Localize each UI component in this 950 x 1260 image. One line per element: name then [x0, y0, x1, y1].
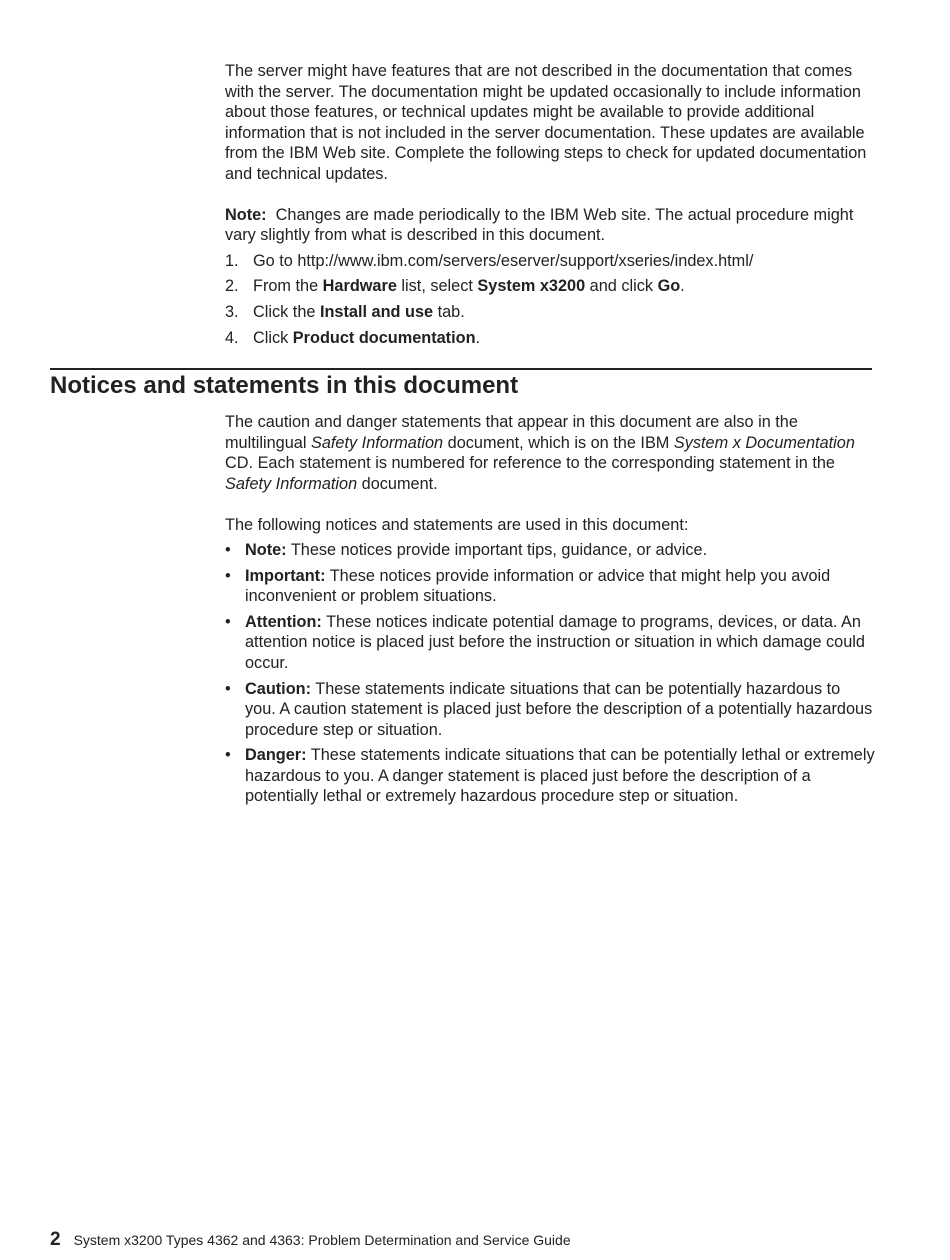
bullet-text: These statements indicate situations that can be potentially hazardous to you. A caution statement is placed just before the description of a potentially hazardous procedure step or situation. [245, 679, 873, 739]
bullet-label: Note: [245, 541, 287, 559]
step-text: tab. [433, 302, 465, 321]
page-number: 2 [50, 1229, 61, 1250]
bullet-icon: • [225, 612, 231, 631]
bullet-text: These statements indicate situations that can be potentially lethal or extremely hazardous to you. A danger statement is placed just before the description of a potentially lethal or extremely hazardous procedure step or situation. [245, 746, 875, 806]
list-item [225, 566, 875, 607]
list-item [225, 745, 875, 807]
step-number: 4. [225, 328, 239, 347]
list-item [225, 679, 875, 741]
note-label: Note: [225, 205, 267, 224]
paragraph-text: document, which is on the IBM [443, 433, 674, 452]
safety-paragraph [225, 412, 875, 494]
bullet-label: Danger: [245, 746, 307, 765]
step-bold: Hardware [322, 277, 397, 296]
step-text: and click [585, 277, 658, 296]
step-number: 2. [225, 277, 239, 296]
paragraph-text: document. [357, 474, 438, 493]
step-bold: Product documentation [292, 328, 476, 347]
page-footer [50, 1229, 571, 1251]
step-bold: Go [657, 277, 681, 296]
bullet-text: These notices provide information or advice that might help you avoid inconvenient or problem situations. [245, 566, 831, 606]
step-text: . [475, 328, 481, 347]
bullet-icon: • [225, 679, 231, 698]
section-heading: Notices and statements in this document [50, 372, 519, 399]
step-item [225, 302, 875, 323]
bullet-label: Caution: [245, 679, 312, 698]
step-item [225, 276, 875, 297]
step-text: Click [253, 328, 293, 347]
paragraph-text: The caution and danger statements that appear in this document are also in the multilingual [225, 413, 798, 452]
step-text: From the [253, 277, 323, 296]
step-text: . [680, 277, 685, 296]
bullet-icon: • [225, 566, 231, 585]
step-item [225, 328, 875, 349]
bullet-text: These notices indicate potential damage to programs, devices, or data. An attention notice is placed just before the instruction or situation in which damage could occur. [245, 612, 865, 672]
step-bold: Install and use [319, 302, 434, 321]
note-text: Changes are made periodically to the IBM Web site. The actual procedure might vary slightly from what is described in this document. [225, 205, 854, 244]
note-paragraph [225, 205, 875, 246]
list-item [225, 540, 875, 561]
list-item [225, 612, 875, 674]
paragraph-italic: Safety Information [310, 433, 444, 452]
step-number: 3. [225, 302, 239, 321]
notices-lead: The following notices and statements are used in this document: [225, 515, 689, 534]
intro-section [225, 61, 875, 353]
step-text: list, select [396, 277, 478, 296]
bullet-text: These notices provide important tips, guidance, or advice. [286, 541, 708, 559]
steps-list [225, 251, 875, 349]
bullet-label: Attention: [245, 612, 322, 631]
bullet-icon: • [225, 541, 231, 559]
bullet-label: Important: [245, 566, 326, 585]
footer-title: System x3200 Types 4362 and 4363: Problem Determination and Service Guide [73, 1232, 571, 1248]
notices-list [225, 540, 875, 807]
paragraph-italic: Safety Information [225, 474, 358, 493]
step-number: 1. [225, 251, 239, 270]
bullet-icon: • [225, 746, 231, 765]
paragraph-text: CD. Each statement is numbered for reference to the corresponding statement in the [225, 454, 835, 472]
notices-section [225, 412, 875, 812]
step-text: Click the [253, 302, 320, 321]
step-text: Go to http://www.ibm.com/servers/eserver/support/xseries/index.html/ [253, 251, 754, 270]
intro-paragraph: The server might have features that are not described in the documentation that comes with the server. The documentation might be updated occasionally to include information about those features, or technical updates might be available to provide additional information that is not included in the server documentation. These updates are available from the IBM Web site. Complete the following steps to check for updated documentation and technical updates. [225, 62, 867, 183]
step-bold: System x3200 [477, 277, 586, 296]
paragraph-italic: System x Documentation [673, 433, 855, 452]
step-item [225, 251, 875, 272]
